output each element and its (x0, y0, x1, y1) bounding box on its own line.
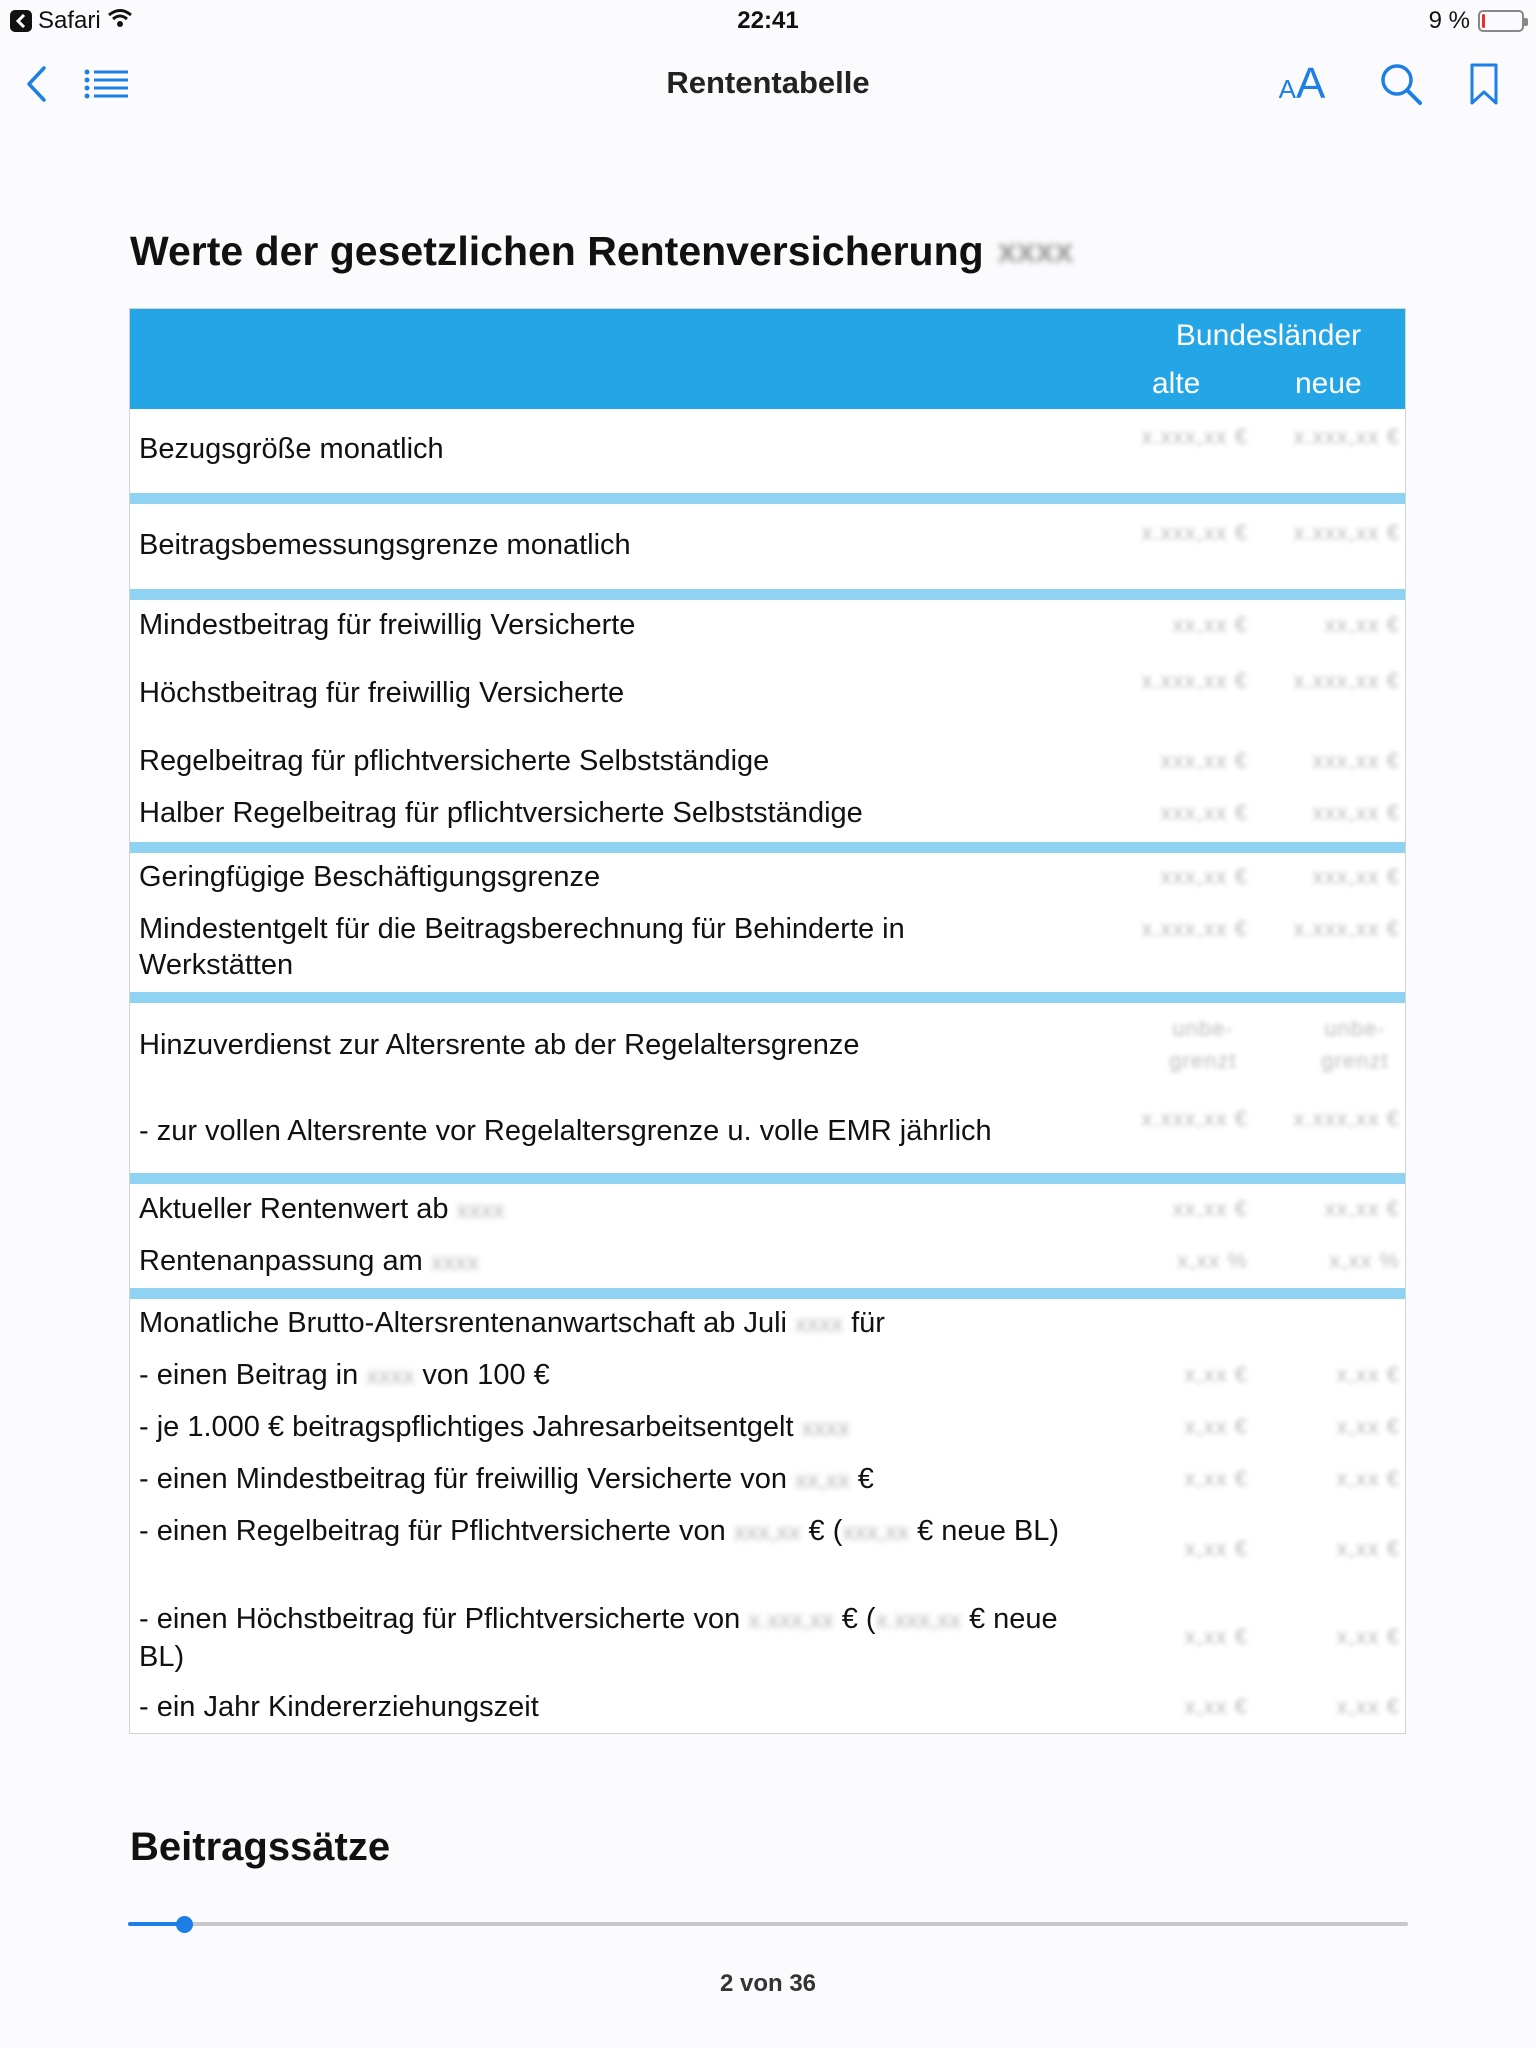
section-heading (130, 228, 1073, 275)
value-neue: x,xx % (1329, 1248, 1400, 1273)
battery-level (1482, 14, 1485, 28)
row-label-text: für (851, 1307, 885, 1339)
value-alte: x,xx € (1184, 1414, 1248, 1439)
font-size-icon (1279, 59, 1326, 109)
header-neue: neue (1295, 367, 1362, 400)
row-label-redacted: xxxx (795, 1311, 844, 1338)
table-row-label: Beitragsbemessungsgrenze monatlich (139, 529, 631, 561)
table-row-label (139, 1243, 1099, 1281)
value-neue: x,xx € (1336, 1624, 1400, 1649)
section-heading-text: Werte der gesetzlichen Rentenversicherung (130, 228, 984, 274)
table-row-label: Regelbeitrag für pflichtversicherte Selbstständige (139, 745, 770, 777)
value-alte: xxx,xx € (1160, 800, 1248, 825)
header-alte: alte (1152, 367, 1201, 400)
row-label-redacted: xxxx (430, 1249, 479, 1276)
row-label-text: - einen Mindestbeitrag für freiwillig Versicherte von (139, 1463, 787, 1495)
page-title: Rententabelle (666, 65, 870, 100)
row-label-redacted: xxxx (366, 1363, 415, 1390)
table-row-label: Mindestentgelt für die Beitragsberechnung für Behinderte in Werkstätten (139, 913, 905, 981)
row-label-redacted: xxxx (801, 1415, 850, 1442)
value-neue: x.xxx,xx € (1293, 1106, 1400, 1131)
row-label-text: Rentenanpassung am (139, 1245, 423, 1277)
row-label-text: € ( (841, 1603, 876, 1635)
values-table (129, 308, 1406, 1734)
clock: 22:41 (737, 7, 799, 34)
row-label-redacted: xx,xx (795, 1467, 850, 1494)
page-indicator: 2 von 36 (719, 1970, 817, 1997)
battery-icon (1478, 10, 1524, 32)
group-separator (130, 1288, 1405, 1299)
row-label-redacted: x.xxx,xx (748, 1607, 834, 1634)
row-label-text: - einen Regelbeitrag für Pflichtversicherte von (139, 1515, 726, 1547)
table-row-label: - zur vollen Altersrente vor Regelaltersgrenze u. volle EMR jährlich (139, 1115, 992, 1147)
row-label-text: - je 1.000 € beitragspflichtiges Jahresarbeitsentgelt (139, 1411, 794, 1443)
bookmark-button[interactable] (1464, 59, 1504, 109)
table-row-label (139, 1305, 1099, 1343)
row-label-text: € neue BL) (139, 1603, 1058, 1673)
row-label-text: € neue BL) (917, 1515, 1060, 1547)
value-neue: xxx,xx € (1312, 864, 1400, 889)
status-bar (0, 0, 1536, 40)
table-row-label: Hinzuverdienst zur Altersrente ab der Regelaltersgrenze (139, 1029, 860, 1061)
value-alte: x,xx € (1184, 1362, 1248, 1387)
table-row-label (139, 1513, 1059, 1551)
value-neue: x,xx € (1336, 1536, 1400, 1561)
value-alte: x,xx % (1177, 1248, 1248, 1273)
value-neue: x.xxx,xx € (1293, 424, 1400, 449)
row-label-redacted: xxx,xx (733, 1519, 801, 1546)
value-neue: xx,xx € (1324, 612, 1400, 637)
font-small-glyph: A (1278, 74, 1296, 104)
row-label-text: Aktueller Rentenwert ab (139, 1193, 449, 1225)
battery-status (1429, 7, 1524, 35)
section-heading-year: xxxx (997, 232, 1074, 270)
battery-percent: 9 % (1428, 7, 1470, 34)
value-alte: x.xxx,xx € (1141, 424, 1248, 449)
value-alte: xxx,xx € (1160, 864, 1248, 889)
row-label-text: € (857, 1463, 874, 1495)
value-neue: xx,xx € (1324, 1196, 1400, 1221)
row-label-text: € ( (808, 1515, 843, 1547)
page-slider[interactable] (128, 1912, 1408, 1936)
value-neue: x,xx € (1336, 1414, 1400, 1439)
value-neue: x.xxx,xx € (1293, 520, 1400, 545)
page-slider-track (128, 1922, 1408, 1926)
row-label-redacted: x.xxx,xx (875, 1607, 961, 1634)
table-row-label: Geringfügige Beschäftigungsgrenze (139, 861, 601, 893)
value-alte: x.xxx,xx € (1141, 520, 1248, 545)
row-label-text: Monatliche Brutto-Altersrentenanwartschaft ab Juli (139, 1307, 787, 1339)
value-neue: xxx,xx € (1312, 800, 1400, 825)
table-row-label: - ein Jahr Kindererziehungszeit (139, 1691, 539, 1723)
value-neue: x,xx € (1336, 1694, 1400, 1719)
table-row-label: Höchstbeitrag für freiwillig Versicherte (139, 677, 625, 709)
value-alte: xx,xx € (1172, 612, 1248, 637)
group-separator (130, 1173, 1405, 1184)
page-slider-knob[interactable] (176, 1916, 193, 1933)
row-label-redacted: xxx,xx (842, 1519, 910, 1546)
value-neue: xxx,xx € (1312, 748, 1400, 773)
search-icon (1379, 62, 1423, 106)
row-label-redacted: xxxx (456, 1197, 505, 1224)
row-label-text: von 100 € (422, 1359, 550, 1391)
back-app-name: Safari (38, 7, 101, 34)
value-alte: x,xx € (1184, 1694, 1248, 1719)
header-bundeslaender: Bundesländer (1175, 319, 1362, 352)
value-neue: x,xx € (1336, 1362, 1400, 1387)
value-neue: x.xxx,xx € (1293, 916, 1400, 941)
table-row-label (139, 1409, 1099, 1447)
group-separator (130, 493, 1405, 504)
table-row-label: Mindestbeitrag für freiwillig Versicherte (139, 609, 636, 641)
table-row-label: Halber Regelbeitrag für pflichtversicherte Selbstständige (139, 797, 863, 829)
group-separator (130, 992, 1405, 1003)
section2-heading: Beitragssätze (130, 1825, 391, 1869)
font-large-glyph: A (1295, 59, 1326, 108)
value-alte: xx,xx € (1172, 1196, 1248, 1221)
table-row-label (139, 1191, 1099, 1229)
value-alte: x.xxx,xx € (1141, 1106, 1248, 1131)
value-neue: x,xx € (1336, 1466, 1400, 1491)
value-alte: x.xxx,xx € (1141, 668, 1248, 693)
value-neue: unbe-grenzt (1321, 1016, 1389, 1073)
value-alte: xxx,xx € (1160, 748, 1248, 773)
value-alte: x,xx € (1184, 1624, 1248, 1649)
value-alte: x,xx € (1184, 1466, 1248, 1491)
group-separator (130, 589, 1405, 600)
row-label-text: - einen Höchstbeitrag für Pflichtversicherte von (139, 1603, 741, 1635)
table-row-label (139, 1357, 1099, 1395)
table-row-label (139, 1461, 1099, 1499)
value-alte: unbe-grenzt (1169, 1016, 1237, 1073)
table-header (130, 309, 1405, 409)
group-separator (130, 842, 1405, 853)
row-label-text: - einen Beitrag in (139, 1359, 359, 1391)
value-alte: x.xxx,xx € (1141, 916, 1248, 941)
value-neue: x.xxx,xx € (1293, 668, 1400, 693)
table-row-label (139, 1601, 1079, 1675)
nav-bar (0, 55, 1536, 115)
value-alte: x,xx € (1184, 1536, 1248, 1561)
bookmark-icon (1469, 62, 1499, 106)
font-size-button[interactable] (1274, 59, 1330, 109)
table-row-label: Bezugsgröße monatlich (139, 433, 444, 465)
search-button[interactable] (1376, 59, 1426, 109)
